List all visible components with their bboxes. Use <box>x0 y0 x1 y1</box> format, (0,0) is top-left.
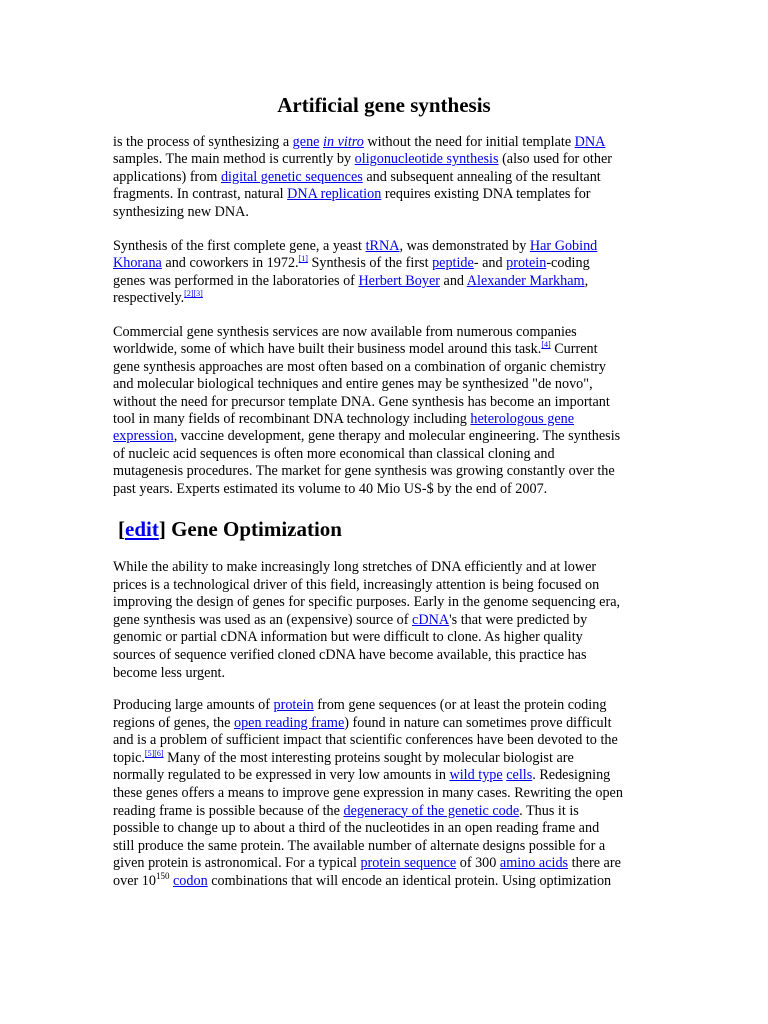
text-run: fragments. In contrast, natural <box>113 186 288 203</box>
link-in-vitro[interactable]: in vitro <box>323 134 364 150</box>
link-cells[interactable]: cells <box>506 767 533 784</box>
text-line: gene synthesis approaches are most often based on a combination of organic chemistry <box>113 358 607 375</box>
text-line <box>113 715 653 733</box>
text-line: possible to change up to about a third of the nucleotides in an open reading frame and <box>113 820 600 837</box>
link-oligonucleotide-synthesis[interactable]: oligonucleotide synthesis <box>354 151 499 168</box>
text-line: and is a problem of sufficient impact that scientific conferences have been devoted to the <box>113 732 618 749</box>
reference-link-1[interactable]: [1] <box>298 254 308 264</box>
text-run: (also used for other <box>498 151 612 168</box>
text-run: -coding <box>546 255 590 272</box>
link-protein[interactable]: protein <box>273 697 314 713</box>
text-run: , was demonstrated by <box>399 238 530 254</box>
text-line <box>113 186 653 203</box>
optimization-paragraph-2 <box>113 697 653 891</box>
link-herbert-boyer[interactable]: Herbert Boyer <box>358 272 440 289</box>
text-line: sources of sequence verified cloned cDNA have become available, this practice has <box>113 646 587 663</box>
link-open-reading-frame[interactable]: open reading frame <box>233 714 345 731</box>
text-run: Current <box>550 341 598 358</box>
text-line <box>113 238 653 255</box>
text-line: become less urgent. <box>113 664 226 681</box>
text-line: prices is a technological driver of this field, increasingly attention is being focused on <box>113 576 600 593</box>
text-line: While the ability to make increasingly long stretches of DNA efficiently and at lower <box>113 559 597 575</box>
link-protein[interactable]: protein <box>506 255 547 272</box>
text-line: and molecular biological techniques and entire genes may be synthesized "de novo", <box>113 376 593 393</box>
text-run: is the process of synthesizing a <box>113 134 293 150</box>
text-run: . Redesigning <box>532 767 611 784</box>
link-peptide[interactable]: peptide <box>432 255 474 272</box>
page-title: Artificial gene synthesis <box>277 93 491 117</box>
exponent: 150 <box>155 870 170 881</box>
text-run: from gene sequences (or at least the protein coding <box>313 697 607 713</box>
text-line: still produce the same protein. The available number of alternate designs possible for a <box>113 837 606 854</box>
text-run: without the need for initial template <box>363 134 575 150</box>
text-run: topic. <box>113 749 145 766</box>
text-line <box>113 697 653 715</box>
text-run: 's that were predicted by <box>449 611 588 628</box>
link-amino-acids[interactable]: amino acids <box>499 855 569 872</box>
text-line <box>113 169 653 186</box>
link-cdna[interactable]: cDNA <box>412 611 450 628</box>
text-run: reading frame is possible because of the <box>113 802 344 819</box>
text-line <box>113 411 653 428</box>
section-heading-gene-optimization <box>118 515 342 543</box>
text-line: past years. Experts estimated its volume to 40 Mio US-$ by the end of 2007. <box>113 480 548 497</box>
text-line <box>113 767 653 785</box>
text-run: respectively. <box>113 290 185 307</box>
link-gene[interactable]: gene <box>292 134 320 150</box>
text-run: Producing large amounts of <box>113 697 274 713</box>
link-dna-replication[interactable]: DNA replication <box>287 186 382 203</box>
link-codon[interactable]: codon <box>173 872 208 889</box>
text-line <box>113 290 653 307</box>
bracket-open: [ <box>118 517 125 541</box>
reference-link-4[interactable]: [4] <box>541 340 551 350</box>
intro-paragraph <box>113 134 653 221</box>
link-digital-genetic-sequences[interactable]: digital genetic sequences <box>220 168 363 185</box>
text-run: and coworkers in 1972. <box>161 255 299 272</box>
text-run: combinations that will encode an identical protein. Using optimization <box>207 872 612 889</box>
text-line <box>113 151 653 168</box>
text-line <box>113 855 653 873</box>
link-khorana[interactable]: Khorana <box>113 255 162 272</box>
text-run: , <box>584 272 589 289</box>
text-line <box>113 803 653 821</box>
text-line: synthesizing new DNA. <box>113 203 249 220</box>
text-line <box>113 870 653 891</box>
text-run: over 10 <box>113 872 156 889</box>
text-run: worldwide, some of which have built their business model around this task. <box>113 341 542 358</box>
text-line <box>113 750 653 768</box>
text-run: Many of the most interesting proteins sought by molecular biologist are <box>163 749 574 766</box>
section-title: Gene Optimization <box>165 517 342 541</box>
commercial-paragraph <box>113 324 653 498</box>
link-har-gobind-khorana[interactable]: Har Gobind <box>529 238 598 254</box>
text-run: normally regulated to be expressed in very low amounts in <box>113 767 450 784</box>
edit-link[interactable]: edit <box>125 517 159 541</box>
text-run: tool in many fields of recombinant DNA technology including <box>113 410 471 427</box>
text-run: of 300 <box>456 855 500 872</box>
text-run: Synthesis of the first <box>307 255 433 272</box>
link-heterologous-gene[interactable]: heterologous gene <box>470 410 575 427</box>
text-line: genomic or partial cDNA information but were difficult to clone. As higher quality <box>113 629 583 646</box>
text-run: requires existing DNA templates for <box>381 186 591 203</box>
reference-link-2-3[interactable]: [2][3] <box>184 289 203 299</box>
text-run: Synthesis of the first complete gene, a yeast <box>113 238 366 254</box>
text-run: . Thus it is <box>519 802 579 819</box>
text-run: ) found in nature can sometimes prove difficult <box>344 714 612 731</box>
text-run: there are <box>568 855 621 872</box>
link-expression[interactable]: expression <box>113 428 174 445</box>
text-line <box>113 612 653 630</box>
text-run: genes was performed in the laboratories of <box>113 272 359 289</box>
text-line <box>113 341 653 358</box>
text-line: without the need for precursor template DNA. Gene synthesis has become an important <box>113 393 610 410</box>
link-degeneracy-of-the-genetic-code[interactable]: degeneracy of the genetic code <box>343 802 520 819</box>
text-run: applications) from <box>113 168 221 185</box>
text-run: , vaccine development, gene therapy and molecular engineering. The synthesis <box>173 428 621 445</box>
link-protein-sequence[interactable]: protein sequence <box>360 855 457 872</box>
text-line <box>113 134 653 151</box>
text-run: - and <box>473 255 507 272</box>
text-run: samples. The main method is currently by <box>113 151 355 168</box>
text-run: gene synthesis was used as an (expensive) source of <box>113 611 413 628</box>
text-line: these genes offers a means to improve gene expression in many cases. Rewriting the open <box>113 784 623 801</box>
text-run: given protein is astronomical. For a typical <box>113 855 361 872</box>
text-line: improving the design of genes for specific purposes. Early in the genome sequencing era, <box>113 594 621 611</box>
text-line <box>113 255 653 272</box>
text-run: regions of genes, the <box>113 714 234 731</box>
text-line: of nucleic acid sequences is often more economical than classical cloning and <box>113 445 555 462</box>
text-line: Commercial gene synthesis services are now available from numerous companies <box>113 324 577 340</box>
bracket-close: ] <box>158 517 166 541</box>
text-line <box>113 273 653 290</box>
text-run: and subsequent annealing of the resultant <box>362 168 601 185</box>
link-wild-type[interactable]: wild type <box>449 767 503 784</box>
text-line: mutagenesis procedures. The market for gene synthesis was growing constantly over the <box>113 463 615 480</box>
text-run: and <box>439 272 467 289</box>
history-paragraph <box>113 238 653 308</box>
link-trna[interactable]: tRNA <box>365 238 400 254</box>
link-alexander-markham[interactable]: Alexander Markham <box>466 272 585 289</box>
optimization-paragraph-1 <box>113 559 653 682</box>
link-dna[interactable]: DNA <box>574 134 606 150</box>
reference-link-5-6[interactable]: [5][6] <box>144 748 164 758</box>
text-line <box>113 428 653 445</box>
